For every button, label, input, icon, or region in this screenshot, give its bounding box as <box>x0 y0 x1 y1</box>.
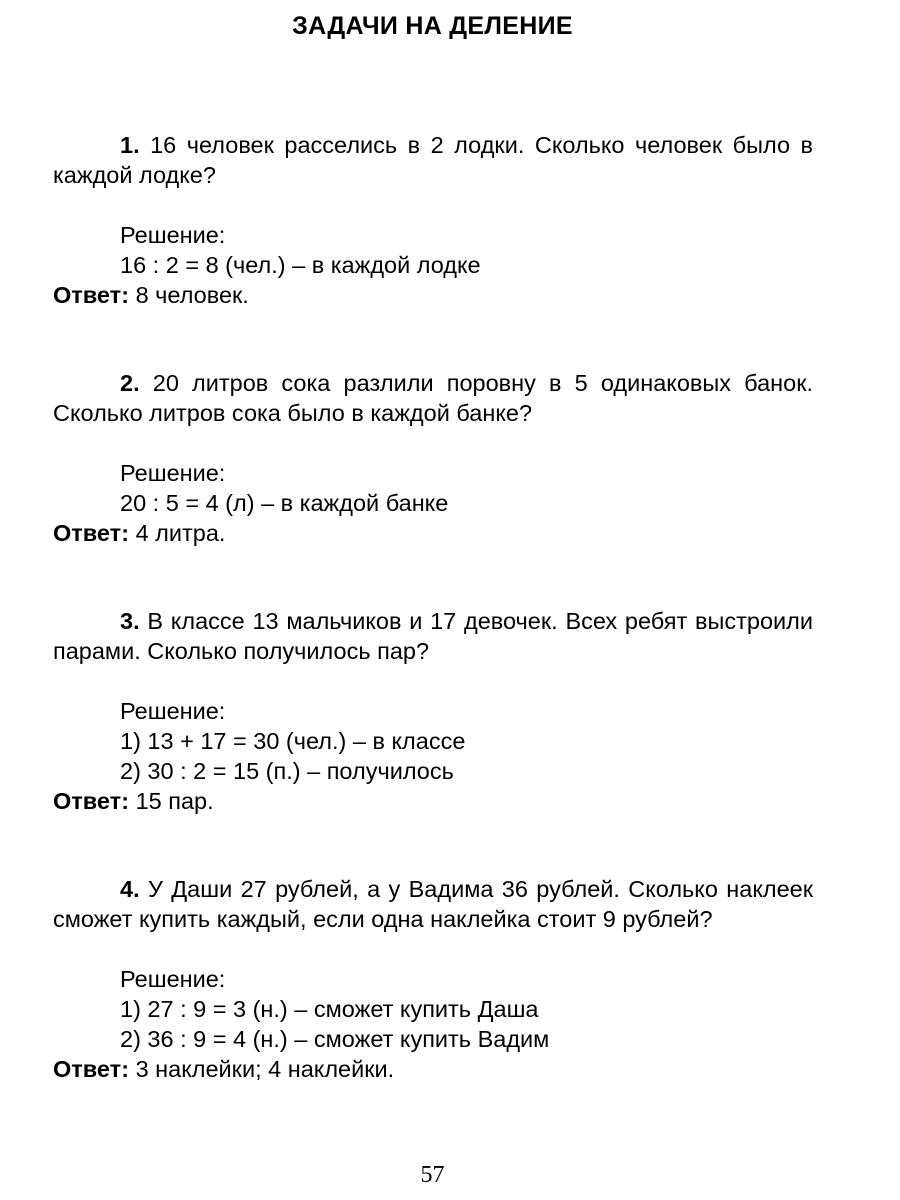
problem-number: 1. <box>120 132 140 158</box>
problem-number: 4. <box>120 876 140 902</box>
solution-label: Решение: <box>120 698 226 724</box>
solution-step: 1) 13 + 17 = 30 (чел.) – в классе <box>120 728 466 754</box>
problem-4 <box>53 874 813 1084</box>
answer-line <box>53 1054 813 1084</box>
answer-text: 8 человек. <box>135 282 249 308</box>
solution-block <box>53 696 813 816</box>
solution-label: Решение: <box>120 966 226 992</box>
solution-block <box>53 458 813 548</box>
solution-step: 1) 27 : 9 = 3 (н.) – сможет купить Даша <box>120 996 539 1022</box>
problem-text: В классе 13 мальчиков и 17 девочек. Всех ребят выстроили парами. Сколько получилось пар? <box>53 608 813 664</box>
problem-1 <box>53 130 813 310</box>
solution-step: 16 : 2 = 8 (чел.) – в каждой лодке <box>120 252 481 278</box>
answer-label: Ответ: <box>53 788 130 814</box>
solution-label: Решение: <box>120 460 226 486</box>
answer-label: Ответ: <box>53 282 130 308</box>
answer-line <box>53 518 813 548</box>
answer-label: Ответ: <box>53 520 130 546</box>
answer-text: 15 пар. <box>135 788 214 814</box>
problem-statement <box>53 130 813 190</box>
problem-number: 2. <box>120 370 140 396</box>
solution-step: 2) 30 : 2 = 15 (п.) – получилось <box>120 758 454 784</box>
problem-number: 3. <box>120 608 140 634</box>
answer-line <box>53 280 813 310</box>
problem-3 <box>53 606 813 816</box>
answer-label: Ответ: <box>53 1056 130 1082</box>
answer-text: 3 наклейки; 4 наклейки. <box>135 1056 395 1082</box>
solution-block <box>53 220 813 310</box>
answer-text: 4 литра. <box>135 520 226 546</box>
page-number: 57 <box>420 1162 445 1188</box>
solution-block <box>53 964 813 1084</box>
problem-text: 20 литров сока разлили поровну в 5 одинаковых банок. Сколько литров сока было в каждой банке? <box>53 370 814 426</box>
problem-statement <box>53 606 813 666</box>
problem-statement <box>53 874 813 934</box>
answer-line <box>53 786 813 816</box>
problem-text: 16 человек расселись в 2 лодки. Сколько человек было в каждой лодке? <box>53 132 813 188</box>
solution-label: Решение: <box>120 222 226 248</box>
page-title: ЗАДАЧИ НА ДЕЛЕНИЕ <box>292 12 573 40</box>
problem-statement <box>53 368 813 428</box>
solution-step: 20 : 5 = 4 (л) – в каждой банке <box>120 490 449 516</box>
solution-step: 2) 36 : 9 = 4 (н.) – сможет купить Вадим <box>120 1026 550 1052</box>
problem-text: У Даши 27 рублей, а у Вадима 36 рублей. Сколько наклеек сможет купить каждый, если одна наклейка стоит 9 рублей? <box>53 876 813 932</box>
problem-2 <box>53 368 813 548</box>
